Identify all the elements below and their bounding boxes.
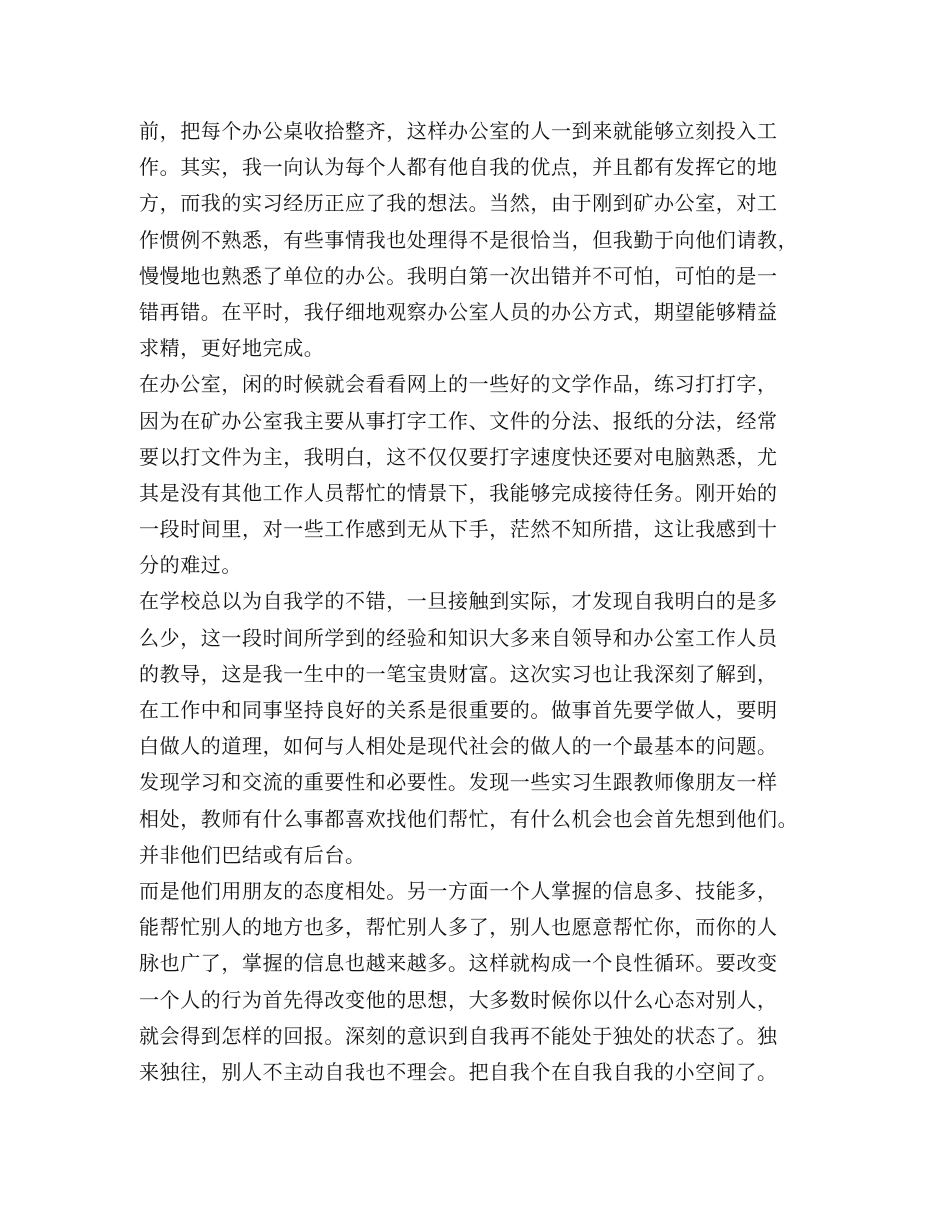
text-line: 并非他们巴结或有后台。 [139,842,366,867]
text-line: 白做人的道理，如何与人相处是现代社会的做人的一个最基本的问题。 [139,734,778,759]
text-line: 求精，更好地完成。 [139,336,325,361]
text-line: 么少，这一段时间所学到的经验和知识大多来自领导和办公室工作人员 [139,625,778,650]
text-line: 在学校总以为自我学的不错，一旦接触到实际，才发现自我明白的是多 [139,589,778,614]
text-line: 一个人的行为首先得改变他的思想，大多数时候你以什么心态对别人， [139,987,778,1012]
text-line: 在办公室，闲的时候就会看看网上的一些好的文学作品，练习打打字， [139,372,778,397]
text-line: 因为在矿办公室我主要从事打字工作、文件的分法、报纸的分法，经常 [139,408,778,433]
text-line: 作惯例不熟悉，有些事情我也处理得不是很恰当，但我勤于向他们请教， [139,227,799,252]
text-line: 前，把每个办公桌收拾整齐，这样办公室的人一到来就能够立刻投入工 [139,119,778,143]
text-line: 发现学习和交流的重要性和必要性。发现一些实习生跟教师像朋友一样 [139,770,778,795]
text-line: 的教导，这是我一生中的一笔宝贵财富。这次实习也让我深刻了解到， [139,661,778,686]
text-line: 在工作中和同事坚持良好的关系是很重要的。做事首先要学做人，要明 [139,698,778,722]
text-line: 而是他们用朋友的态度相处。另一方面一个人掌握的信息多、技能多， [139,878,778,903]
text-line: 相处，教师有什么事都喜欢找他们帮忙，有什么机会也会首先想到他们。 [139,806,799,831]
text-line: 来独往，别人不主动自我也不理会。把自我个在自我自我的小空间了。 [139,1059,778,1084]
text-line: 一段时间里，对一些工作感到无从下手，茫然不知所措，这让我感到十 [139,517,778,542]
text-line: 能帮忙别人的地方也多，帮忙别人多了，别人也愿意帮忙你，而你的人 [139,915,778,940]
text-line: 分的难过。 [139,553,242,578]
text-line: 就会得到怎样的回报。深刻的意识到自我再不能处于独处的状态了。独 [139,1023,778,1048]
text-line: 方，而我的实习经历正应了我的想法。当然，由于刚到矿办公室，对工 [139,191,778,216]
body-text [139,113,839,1090]
text-line: 慢慢地也熟悉了单位的办公。我明白第一次出错并不可怕，可怕的是一 [139,263,778,288]
text-line: 作。其实，我一向认为每个人都有他自我的优点，并且都有发挥它的地 [139,155,778,180]
text-line: 其是没有其他工作人员帮忙的情景下，我能够完成接待任务。刚开始的 [139,480,778,505]
text-line: 脉也广了，掌握的信息也越来越多。这样就构成一个良性循环。要改变 [139,951,778,976]
text-line: 要以打文件为主，我明白，这不仅仅要打字速度快还要对电脑熟悉，尤 [139,444,778,469]
text-line: 错再错。在平时，我仔细地观察办公室人员的办公方式，期望能够精益 [139,299,778,324]
